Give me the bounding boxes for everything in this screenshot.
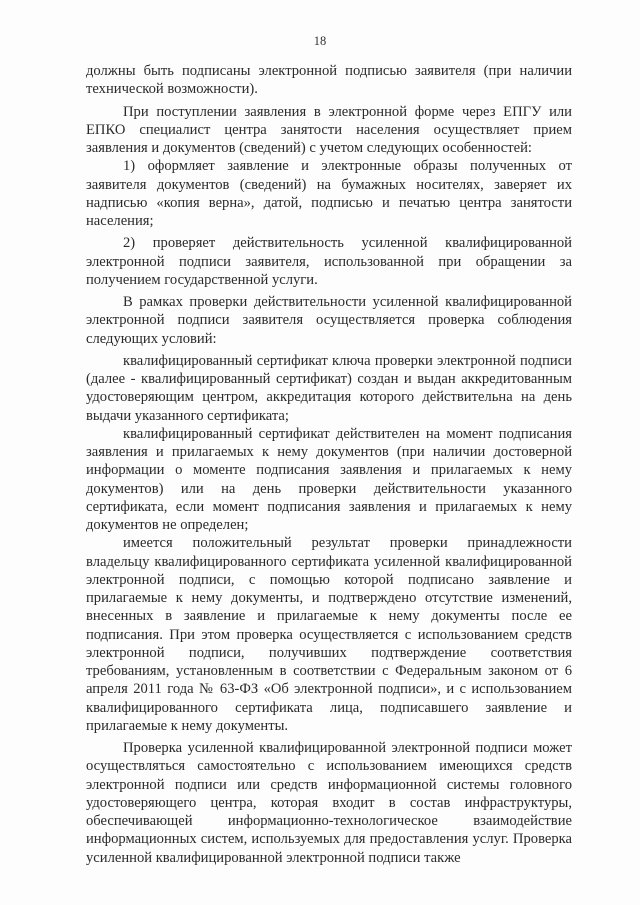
paragraph: квалифицированный сертификат ключа проверки электронной подписи (далее - квалифицированный сертификат) создан и выдан аккредитованным удостоверяющим центром, аккредитация которого действительна на день выдачи указанного сертификата;	[86, 352, 572, 424]
paragraph: должны быть подписаны электронной подписью заявителя (при наличии технической возможности).	[86, 63, 572, 98]
document-body	[86, 62, 572, 867]
paragraph: В рамках проверки действительности усиленной квалифицированной электронной подписи заявителя осуществляется проверка соблюдения следующих условий:	[86, 294, 572, 347]
paragraph: имеется положительный результат проверки принадлежности владельцу квалифицированного сертификата усиленной квалифицированной электронной подписи, с помощью которой подписано заявление и прилагаемые к нему документы, и подтверждено отсутствие изменений, внесенных в заявление и прилагаемые к нему документы после ее подписания. При этом проверка осуществляется с использованием средств электронной подписи, получивших подтверждение соответствия требованиям, установленным в соответствии с Федеральным законом от 6 апреля 2011 года № 63-ФЗ «Об электронной подписи», и с использованием квалифицированного сертификата лица, подписавшего заявление и прилагаемые к нему документы.	[86, 535, 572, 734]
paragraph: При поступлении заявления в электронной форме через ЕПГУ или ЕПКО специалист центра занятости населения осуществляет прием заявления и документов (сведений) с учетом следующих особенностей:	[86, 103, 572, 156]
paragraph: 1) оформляет заявление и электронные образы полученных от заявителя документов (сведений) на бумажных носителях, заверяет их надписью «копия верна», датой, подписью и печатью центра занятости населения;	[86, 158, 572, 229]
paragraph: Проверка усиленной квалифицированной электронной подписи может осуществляться самостоятельно с использованием имеющихся средств электронной подписи или средств информационной системы головного удостоверяющего центра, которая входит в состав инфраструктуры, обеспечивающей информационно-технологическое взаимодействие информационных систем, используемых для предоставления услуг. Проверка усиленной квалифицированной электронной подписи также	[86, 740, 572, 866]
paragraph: 2) проверяет действительность усиленной квалифицированной электронной подписи заявителя, использованной при обращении за получением государственной услуги.	[86, 235, 572, 288]
paragraph: квалифицированный сертификат действителен на момент подписания заявления и прилагаемых к нему документов (при наличии достоверной информации о моменте подписания заявления и прилагаемых к нему документов) или на день проверки действительности указанного сертификата, если момент подписания заявления и прилагаемых к нему документов не определен;	[86, 425, 572, 533]
page-number: 18	[313, 34, 327, 48]
